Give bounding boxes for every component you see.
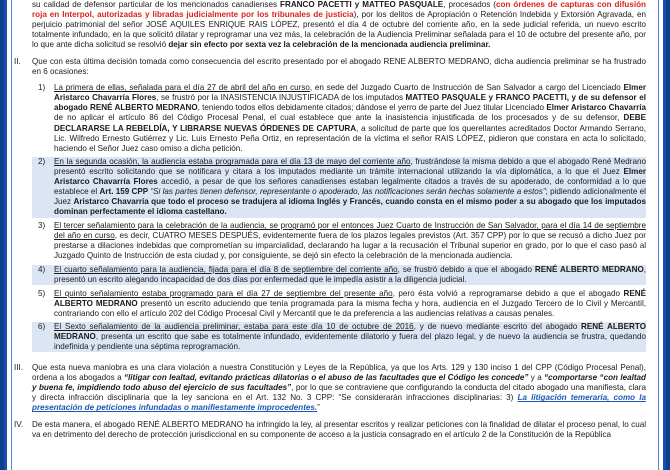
item-text: , frustrándose la misma debido a que el abogado René Medrano presentó escrito solicitando que se notificara y citara a los imputados mediante un trámite internacional utilizando la vía diplomática, a lo que el Juez [54,157,646,177]
list-item [32,83,646,153]
intro-text-1: su calidad de defensor particular de los mencionados canadienses [32,0,281,9]
list-item-number: 4) [38,264,46,274]
list-item [32,265,646,285]
item-text: de no aplicar el artículo 86 del Código Procesal Penal, el cual establece que ante la inasistencia injustificada de los procesados y de su defensor, [54,113,624,123]
list-item-number: 5) [38,288,46,298]
list-item-number: 6) [38,322,46,332]
section-iii [14,363,646,413]
lawyer-name: RENÉ ALBERTO MEDRANO [54,288,646,308]
paragraph-text: y a [528,373,545,383]
defendants-names: FRANCO PACETTI y MATTEO PASQUALE [280,0,444,9]
translation-request: Aristarco Chavarría que todo el proceso se tradujera al idioma Inglés y Francés, cuando consta en el mismo poder a su abogado que los imputados dominan perfectamente el idioma castellano. [54,197,646,217]
interpol-notice: con órdenes de capturas con difusión roja en Interpol, autorizadas y libradas judicialmente por los tribunales de justicia [32,0,646,20]
item-text: , teniendo todos ellos debidamente citados; dándose el yerro de parte del Juez titular Licenciado [197,103,547,113]
intro-paragraph [32,0,646,50]
paragraph-text: ” [317,403,320,413]
first-hearing-date: La primera de ellas, señalada para el día 27 de abril del año en curso [54,83,310,93]
quoted-obligation-1: “litigar con lealtad, evitando prácticas dilatorias o el abuso de las facultades que el Código les concede” [123,373,529,383]
judge-name: Elmer Aristarco Chavarría Flores [54,167,646,187]
item-text: , se frustró debido a que el abogado [397,264,535,274]
lawyer-name: RENÉ ALBERTO MEDRANO [54,322,646,342]
defendants-and-lawyer: MATTEO PASQUALE y FRANCO PACETTI, y de su defensor el abogado RENÉ ALBERTO MEDRANO [54,93,646,113]
section-ii [14,57,646,352]
paragraph-text: Que esta nueva maniobra es una clara violación a nuestra Constitución y Leyes de la República, ya que los Arts. 129 y 130 inciso 1 del CPP (Código Procesal Penal), ordena a los abogados a [32,363,646,383]
intro-conclusion: dejar sin efecto por sexta vez la celebración de la mencionada audiencia preliminar. [168,40,491,50]
item-text: , y de nuevo mediante escrito del abogado [413,322,582,332]
reckless-litigation-clause: La litigación temeraria, como la presentación de peticiones infundadas o manifiestamente improcedentes. [32,393,646,413]
section-iii-paragraph [32,363,646,413]
section-ii-lead: Que con esta última decisión tomada como consecuencia del escrito presentado por el abogado RENE ALBERTO MEDRANO, dicha audiencia preliminar se ha frustrado en 6 ocasiones: [32,57,646,77]
item-text: ; pidiendo adicionalmente el Juez [54,187,646,207]
article-quote: “Si las partes tienen defensor, representante o apoderado, las notificaciones serán hechas solamente a estos” [148,187,546,197]
document-body [14,0,646,440]
list-item [32,322,646,352]
third-hearing-date: El tercer señalamiento para la celebración de la audiencia, se programó por el entonces Juez Cuarto de Instrucción de San Salvador, para el día 14 de septiembre del año en curso [54,221,646,241]
section-iv-numeral: IV. [14,420,24,430]
sixth-hearing-date: El Sexto señalamiento de la audiencia preliminar, estaba para este día 10 de octubre de 2016 [54,322,414,332]
fourth-hearing-date: El cuarto señalamiento para la audiencia, fijada para el día 8 de septiembre del corriente año [54,264,398,274]
second-hearing-date: En la segunda ocasión, la audiencia estaba programada para el día 13 de mayo del corriente año [54,157,411,167]
item-text: , presenta un escrito que sabe es totalmente infundado, evidentemente dilatorio y fuera del plazo legal, y de nuevo la audiencia se frustra, quedando indefinida y pendiente una séptima reprogramación. [54,332,646,352]
section-iii-numeral: III. [14,363,23,373]
fifth-hearing-date: El quinto señalamiento estaba programado para el día 27 de septiembre del presente año [54,288,393,298]
item-text: accedió, a pesar de que los señores canadienses estaban legalmente citados a través de su apoderado, de conformidad a lo que establece el [54,177,647,197]
list-item [32,157,646,217]
paragraph-text: , por lo que se contraviene que configurando la conducta del citado abogado una manifiesta, clara y directa infracción disciplinaria que la ley sanciona en el Art. 132 No. 3 CPP: “Se considerarán infracciones disciplinarias: 3) [32,383,647,403]
item-text: , es decir, CUATRO MESES DESPUÉS, evidentemente fuera de los plazos legales previstos (Art. 357 CPP) por lo que se recusó a dicho Juez por prestarse a dilaciones indebidas que comprometían su imparcialidad, declarando ha lugar a la recusación el Tribunal superior en grado, por lo que el caso pasó al Juzgado Quinto de Instrucción de esta ciudad y, por consiguiente, se dejó sin efecto la celebración de la mencionada audiencia. [54,231,646,261]
item-text: , pero ésta volvió a reprogramarse debido a que el abogado [392,288,624,298]
item-text: , a solicitud de parte que los querellantes acreditados Doctor Armando Serrano, Lic. Wilfredo Ernesto Gutiérrez y Lic. Luis Ernesto Peña Ortiz, en representación de la víctima el señor RAIS LÓPEZ, pidieron que constara en acta lo solicitado, haciendo el Señor Juez caso omiso a dicha petición. [54,123,647,153]
quoted-obligation-2: “comportarse “con lealtad y buena fe, impidiendo todo abuso del ejercicio de sus facultades” [32,373,646,393]
list-item-number: 2) [38,157,46,167]
rebellion-declaration: DEBE DECLARARSE LA REBELDÍA, Y LIBRARSE NUEVAS ÓRDENES DE CAPTURA [54,113,646,133]
section-iv-paragraph: De esta manera, el abogado RENÉ ALBERTO MEDRANO ha infringido la ley, al presentar escritos y realizar peticiones con la finalidad de dilatar el proceso penal, lo cual va en detrimento del derecho de protección jurisdiccional en su componente de acceso a la justicia consagrado en el artículo 2 de la Constitución de la República [32,420,646,440]
item-text: , se frustró por la INASISTENCIA INJUSTIFICADA de los imputados [156,93,406,103]
section-ii-numeral: II. [14,57,21,67]
list-item-number: 1) [38,83,46,93]
article-reference: Art. 159 CPP [99,187,149,197]
section-iv [14,420,646,440]
item-text: presentó un escrito aduciendo que tenía programada para la misma fecha y hora, audiencia en el Juzgado Tercero de lo Civil y Mercantil, contrariando con ello el artículo 202 del Código Procesal Civil y Mercantil que le da preferencia a las audiencias relativas a causas penales. [54,298,646,318]
item-text: , en sede del Juzgado Cuarto de Instrucción de San Salvador a cargo del Licenciado [309,83,624,93]
list-item [32,221,646,261]
lawyer-name: RENÉ ALBERTO MEDRANO [534,264,644,274]
item-text: , presentó un escrito alegando incapacidad de dos días por enfermedad que le impedía asistir a la diligencia judicial. [54,264,647,284]
judge-name: Elmer Aristarco Chavarría [546,103,646,113]
list-item-number: 3) [38,221,46,231]
intro-text-3: ), por los delitos de Apropiación o Retención Indebida y Extorsión Agravada, en perjuicio patrimonial del señor JOSÉ AQUILES ENRIQUE RAIS LÓPEZ, presentó el día 4 de octubre del corriente año, en la sede judicial referida, un nuevo escrito totalmente infundado, en la que solicitó dilatar y reprogramar una vez más, la celebración de la Audiencia Preliminar señalada para el 10 de octubre del presente año, por lo que ante dicha solicitud se resolvió [32,10,647,50]
intro-text-2: , procesados ( [443,0,497,9]
list-item [32,289,646,319]
judge-name: Elmer Aristarco Chavarría Flores [54,83,646,103]
